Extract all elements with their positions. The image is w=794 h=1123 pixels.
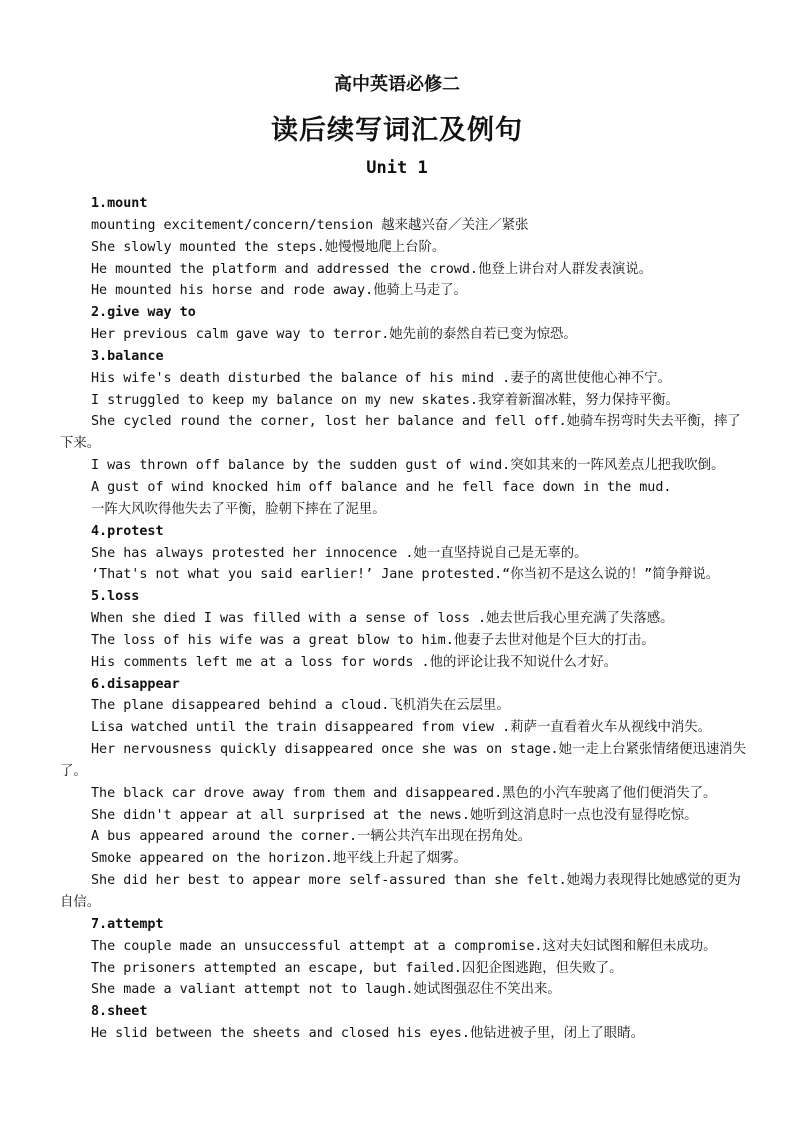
entry-heading: 1.mount bbox=[91, 196, 148, 211]
entry-heading: 2.give way to bbox=[91, 305, 196, 321]
example-sentence: A gust of wind knocked him off balance and he fell face down in the mud. bbox=[91, 479, 672, 495]
entry-heading: 7.attempt bbox=[91, 916, 164, 932]
example-sentence: When she died I was filled with a sense of loss .她去世后我心里充满了失落感。 bbox=[91, 611, 674, 627]
example-sentence: He mounted the platform and addressed the crowd.他登上讲台对人群发表演说。 bbox=[91, 261, 653, 277]
document-subtitle: 读后续写词汇及例句 bbox=[271, 115, 523, 146]
example-sentence: The black car drove away from them and disappeared.黑色的小汽车驶离了他们便消失了。 bbox=[91, 785, 717, 801]
example-sentence: Lisa watched until the train disappeared from view .莉萨一直看着火车从视线中消失。 bbox=[91, 720, 712, 736]
example-sentence: mounting excitement/concern/tension 越来越兴奋／关注／紧张 bbox=[91, 217, 529, 233]
example-sentence: 一阵大风吹得他失去了平衡，脸朝下摔在了泥里。 bbox=[91, 501, 386, 517]
example-sentence: I was thrown off balance by the sudden gust of wind.突如其来的一阵风差点儿把我吹倒。 bbox=[91, 458, 725, 474]
example-sentence: ‘That's not what you said earlier!’ Jane protested.“你当初不是这么说的！”简争辩说。 bbox=[91, 567, 720, 583]
example-sentence: His wife's death disturbed the balance of his mind .妻子的离世使他心神不宁。 bbox=[91, 370, 671, 386]
entry-heading: 3.balance bbox=[91, 348, 164, 364]
example-sentence: She didn't appear at all surprised at the news.她听到这消息时一点也没有显得吃惊。 bbox=[91, 807, 698, 823]
example-sentence: She made a valiant attempt not to laugh.她试图强忍住不笑出来。 bbox=[91, 982, 561, 998]
example-sentence: She did her best to appear more self-assured than she felt.她竭力表现得比她感觉的更为自信。 bbox=[60, 873, 741, 910]
unit-heading: Unit 1 bbox=[366, 158, 428, 178]
example-sentence: She slowly mounted the steps.她慢慢地爬上台阶。 bbox=[91, 239, 446, 255]
example-sentence: Smoke appeared on the horizon.地平线上升起了烟雾。 bbox=[91, 851, 467, 867]
entry-heading: 5.loss bbox=[91, 589, 140, 605]
example-sentence: She cycled round the corner, lost her balance and fell off.她骑车拐弯时失去平衡，摔了下来。 bbox=[60, 414, 741, 452]
example-sentence: The prisoners attempted an escape, but failed.囚犯企图逃跑，但失败了。 bbox=[91, 960, 623, 976]
example-sentence: The plane disappeared behind a cloud.飞机消失在云层里。 bbox=[91, 698, 510, 714]
example-sentence: Her previous calm gave way to terror.她先前的泰然自若已变为惊恐。 bbox=[91, 327, 577, 343]
entry-heading: 4.protest bbox=[91, 523, 164, 539]
vocabulary-list bbox=[60, 193, 750, 1045]
example-sentence: She has always protested her innocence .她一直坚持说自己是无辜的。 bbox=[91, 545, 588, 561]
example-sentence: Her nervousness quickly disappeared once she was on stage.她一走上台紧张情绪便迅速消失了。 bbox=[60, 742, 747, 779]
example-sentence: He slid between the sheets and closed his eyes.他钻进被子里，闭上了眼睛。 bbox=[91, 1026, 644, 1042]
entry-heading: 6.disappear bbox=[91, 676, 180, 692]
example-sentence: The couple made an unsuccessful attempt at a compromise.这对夫妇试图和解但未成功。 bbox=[91, 938, 717, 954]
entry-heading: 8.sheet bbox=[91, 1004, 148, 1020]
example-sentence: The loss of his wife was a great blow to him.他妻子去世对他是个巨大的打击。 bbox=[91, 632, 655, 648]
document-title: 高中英语必修二 bbox=[334, 74, 460, 95]
example-sentence: A bus appeared around the corner.一辆公共汽车出现在拐角处。 bbox=[91, 829, 532, 845]
example-sentence: I struggled to keep my balance on my new skates.我穿着新溜冰鞋，努力保持平衡。 bbox=[91, 392, 679, 408]
example-sentence: His comments left me at a loss for words .他的评论让我不知说什么才好。 bbox=[91, 654, 618, 670]
example-sentence: He mounted his horse and rode away.他骑上马走了。 bbox=[91, 283, 467, 299]
